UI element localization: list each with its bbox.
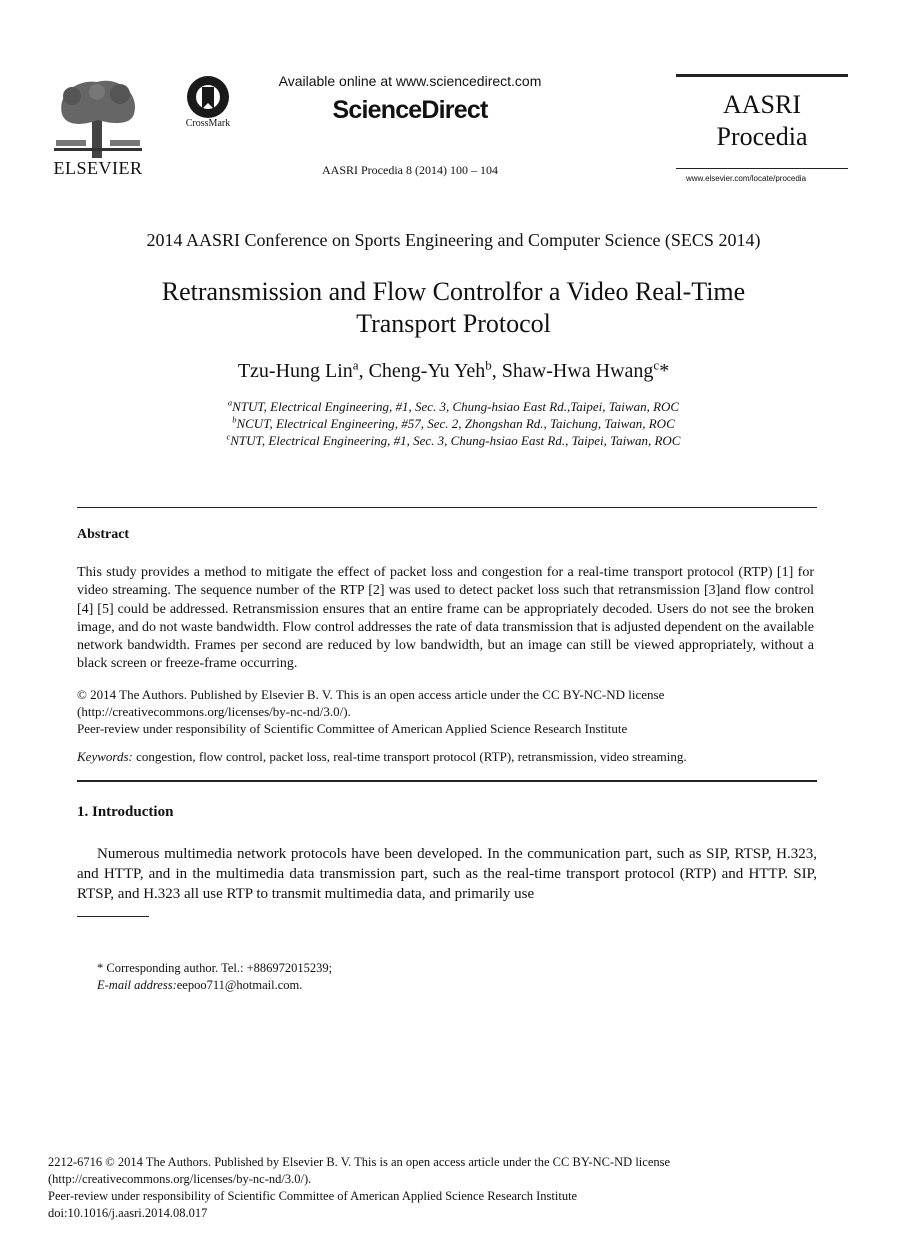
crossmark-label: CrossMark xyxy=(185,118,231,129)
sciencedirect-wordmark: ScienceDirect xyxy=(332,96,488,124)
header-rule-top xyxy=(676,74,848,77)
author-separator: , xyxy=(358,360,369,382)
affiliation-a: $^a$NTUT, Electrical Engineering, #1, Sec. 3, Chung-hsiao East Rd.,Taipei, Taiwan, ROC xyxy=(227,397,680,414)
abstract-heading: Abstract xyxy=(77,527,130,542)
intro-body: Numerous multimedia network protocols have been developed. In the communication part, such as SIP, RTSP, H.323, and HTTP, and in the multimedia data transmission part, such as the real-time transport protocol (RTP) and HTTP. SIP, RTSP, and H.323 all use RTP to transmit multimedia data, and primarily use xyxy=(77,846,817,902)
email-address[interactable]: eepoo711@hotmail.com. xyxy=(176,978,303,992)
footnote-rule xyxy=(77,916,149,917)
title-line-1: Retransmission and Flow Controlfor a Video Real-Time xyxy=(161,277,746,306)
elsevier-tree-logo-icon xyxy=(52,74,144,160)
journal-citation: AASRI Procedia 8 (2014) 100 – 104 xyxy=(322,163,498,177)
author-separator: , xyxy=(491,360,502,382)
footer-license-link[interactable]: (http://creativecommons.org/licenses/by-nc-nd/3.0/). xyxy=(48,1172,312,1186)
affiliation-b: $^b$NCUT, Electrical Engineering, #57, Sec. 2, Zhongshan Rd., Taichung, Taiwan, ROC xyxy=(232,414,675,431)
abstract-body: This study provides a method to mitigate the effect of packet loss and congestion for a real-time transport protocol (RTP) [1] for video streaming. The sequence number of the RTP [2] was used to detect packet loss such that retransmission [3]and flow control [4] [5] could be addressed. Retransmission ensures that an entire frame can be appropriately decoded. Users do not see the broken image, and do not waste bandwidth. Flow control addresses the rate of data transmission that is adjusted dependent on the available network bandwidth. Frames per second are reduced by low bandwidth, but an image can still be viewed appropriately, without a black screen or freeze-frame occurring. xyxy=(77,565,814,672)
conference-name: 2014 AASRI Conference on Sports Engineering and Computer Science (SECS 2014) xyxy=(146,230,761,250)
license-link[interactable]: (http://creativecommons.org/licenses/by-nc-nd/3.0/). xyxy=(77,704,351,719)
page-footer xyxy=(48,1154,868,1222)
abstract-rule-bottom xyxy=(77,780,817,782)
author-list xyxy=(40,357,867,383)
author-name: Shaw-Hwa Hwang xyxy=(501,360,654,382)
author-affil-mark: b xyxy=(485,357,492,373)
footer-issn-line: 2212-6716 © 2014 The Authors. Published by Elsevier B. V. This is an open access article under the CC BY-NC-ND license xyxy=(48,1155,671,1169)
header-rule-bottom xyxy=(676,168,848,169)
elsevier-wordmark: ELSEVIER xyxy=(53,158,143,178)
footnote xyxy=(97,960,797,994)
abstract-rule-top xyxy=(77,507,817,508)
title-line-2: Transport Protocol xyxy=(356,309,551,338)
intro-heading: 1. Introduction xyxy=(77,804,174,820)
copyright-block xyxy=(77,686,817,737)
available-online-text[interactable]: Available online at www.sciencedirect.com xyxy=(278,73,542,89)
paper-title xyxy=(40,276,867,340)
affiliation-c: $^c$NTUT, Electrical Engineering, #1, Sec. 3, Chung-hsiao East Rd., Taipei, Taiwan, ROC xyxy=(226,431,681,448)
author-affil-mark: c xyxy=(653,357,660,373)
journal-name-aasri: AASRI xyxy=(722,90,801,119)
peer-review-line: Peer-review under responsibility of Scientific Committee of American Applied Science Research Institute xyxy=(77,721,628,736)
copyright-line: © 2014 The Authors. Published by Elsevier B. V. This is an open access article under the CC BY-NC-ND license xyxy=(77,687,665,702)
author-name: Cheng-Yu Yeh xyxy=(368,360,486,382)
email-line xyxy=(97,977,797,994)
email-label: E-mail address: xyxy=(97,978,177,992)
keywords-label: Keywords: xyxy=(77,749,133,764)
author-name: Tzu-Hung Lin xyxy=(237,360,353,382)
corresponding-author: * Corresponding author. Tel.: +886972015239; xyxy=(97,961,333,975)
author-affil-mark: a xyxy=(352,357,359,373)
journal-name-procedia: Procedia xyxy=(716,122,808,151)
keywords-text: congestion, flow control, packet loss, real-time transport protocol (RTP), retransmission, video streaming. xyxy=(132,749,687,764)
journal-url[interactable]: www.elsevier.com/locate/procedia xyxy=(685,174,807,183)
author-separator: * xyxy=(659,360,670,382)
footer-doi[interactable]: doi:10.1016/j.aasri.2014.08.017 xyxy=(48,1206,208,1220)
affiliation-list xyxy=(40,398,867,449)
keywords-line xyxy=(77,749,817,765)
footer-peer-review: Peer-review under responsibility of Scientific Committee of American Applied Science Research Institute xyxy=(48,1189,578,1203)
